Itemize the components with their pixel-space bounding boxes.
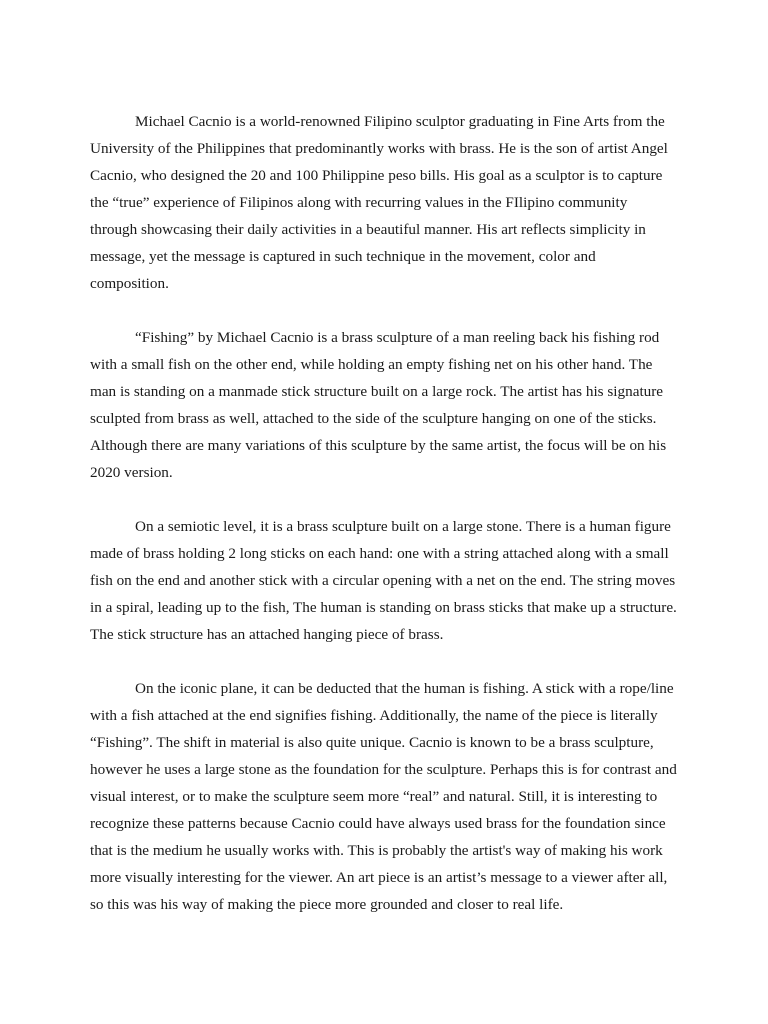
paragraph-fishing-description: “Fishing” by Michael Cacnio is a brass sculpture of a man reeling back his fishing rod with a small fish on the other end, while holding an empty fishing net on his other hand. The man is standing on a manmade stick structure built on a large rock. The artist has his signature sculpted from brass as well, attached to the side of the sculpture hanging on one of the sticks. Although there are many variations of this sculpture by the same artist, the focus will be on his 2020 version. xyxy=(90,329,667,481)
paragraph-semiotic-level: On a semiotic level, it is a brass sculpture built on a large stone. There is a human figure made of brass holding 2 long sticks on each hand: one with a string attached along with a small fish on the end and another stick with a circular opening with a net on the end. The string moves in a spiral, leading up to the fish, The human is standing on brass sticks that make up a structure. The stick structure has an attached hanging piece of brass. xyxy=(90,518,677,643)
document-body xyxy=(90,108,677,918)
paragraph-iconic-plane: On the iconic plane, it can be deducted that the human is fishing. A stick with a rope/line with a fish attached at the end signifies fishing. Additionally, the name of the piece is literally “Fishing”. The shift in material is also quite unique. Cacnio is known to be a brass sculpture, however he uses a large stone as the foundation for the sculpture. Perhaps this is for contrast and visual interest, or to make the sculpture seem more “real” and natural. Still, it is interesting to recognize these patterns because Cacnio could have always used brass for the foundation since that is the medium he usually works with. This is probably the artist's way of making his work more visually interesting for the viewer. An art piece is an artist’s message to a viewer after all, so this was his way of making the piece more grounded and closer to real life. xyxy=(90,680,677,913)
paragraph-artist-bio: Michael Cacnio is a world-renowned Filipino sculptor graduating in Fine Arts from the University of the Philippines that predominantly works with brass. He is the son of artist Angel Cacnio, who designed the 20 and 100 Philippine peso bills. His goal as a sculptor is to capture the “true” experience of Filipinos along with recurring values in the FIlipino community through showcasing their daily activities in a beautiful manner. His art reflects simplicity in message, yet the message is captured in such technique in the movement, color and composition. xyxy=(90,113,668,292)
